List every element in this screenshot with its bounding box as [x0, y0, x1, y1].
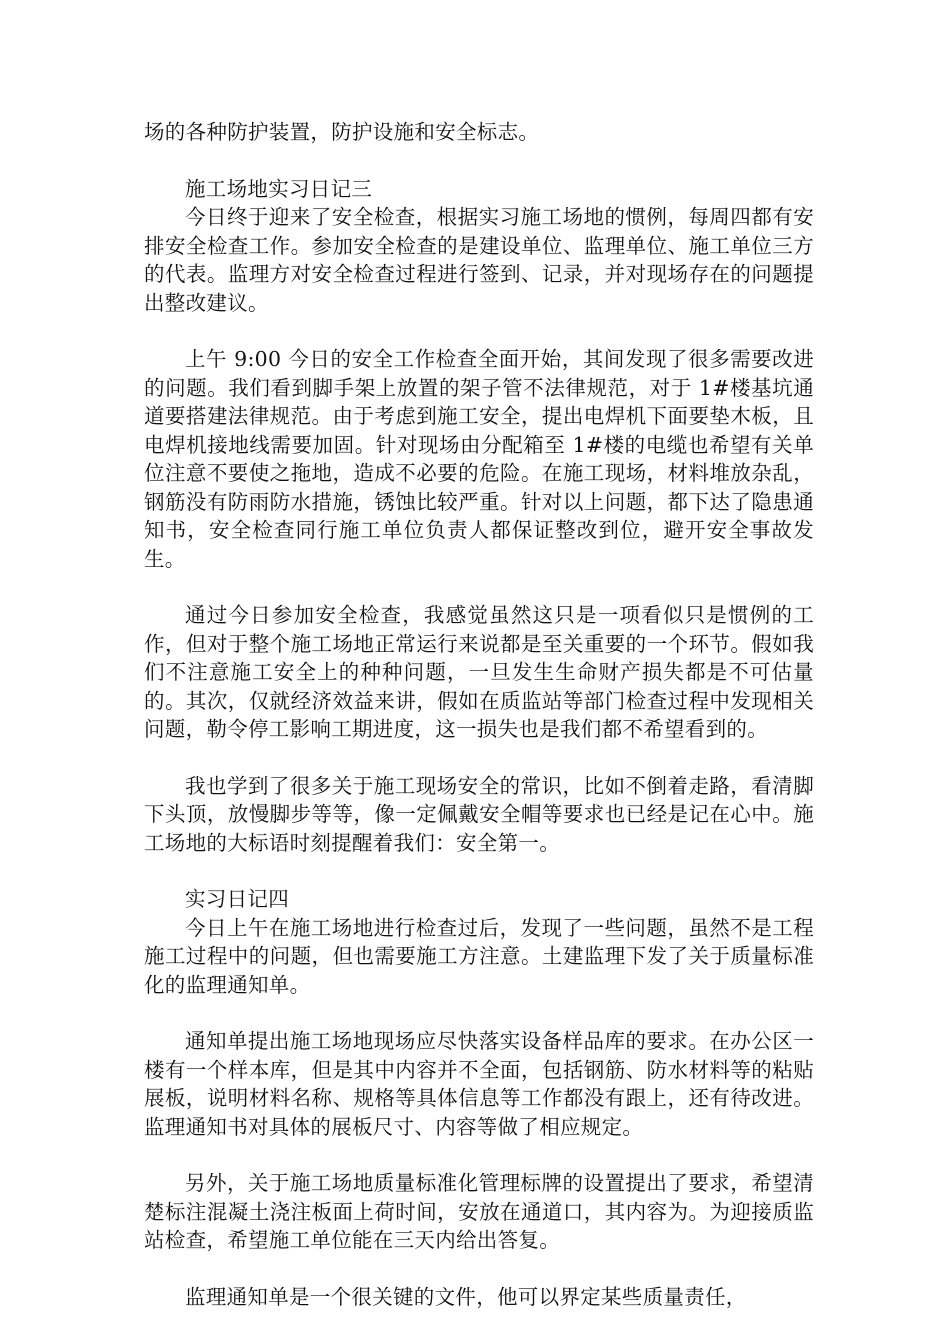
paragraph-gap	[144, 1141, 814, 1169]
paragraph-gap	[144, 857, 814, 885]
paragraph-notice-importance: 监理通知单是一个很关键的文件，他可以界定某些质量责任，	[185, 1284, 747, 1309]
paragraph-gap	[144, 573, 814, 601]
diary-heading-three: 施工场地实习日记三	[185, 176, 373, 201]
paragraph-safety-check-findings: 上午 9:00 今日的安全工作检查全面开始，其间发现了很多需要改进的问题。我们看到脚手架上放置的架子管不法律规范，对于 1#楼基坑通道要搭建法律规范。由于考虑到施工安全，提出电焊机下面要垫木板，且电焊机接地线需要加固。针对现场由分配箱至 1#楼的电缆也希望有关单位注意不要使之拖地，造成不必要的危险。在施工现场，材料堆放杂乱，钢筋没有防雨防水措施，锈蚀比较严重。针对以上问题，都下达了隐患通知书，安全检查同行施工单位负责人都保证整改到位，避开安全事故发生。	[144, 347, 814, 571]
paragraph-quality-signboard: 另外，关于施工场地质量标准化管理标牌的设置提出了要求，希望清楚标注混凝土浇注板面上荷时间，安放在通道口，其内容为。为迎接质监站检查，希望施工单位能在三天内给出答复。	[144, 1171, 814, 1252]
paragraph-continuation: 场的各种防护装置，防护设施和安全标志。	[144, 120, 540, 144]
paragraph-safety-reflection: 通过今日参加安全检查，我感觉虽然这只是一项看似只是惯例的工作，但对于整个施工场地正常运行来说都是至关重要的一个环节。假如我们不注意施工安全上的种种问题，一旦发生生命财产损失都是不可估量的。其次，仅就经济效益来讲，假如在质监站等部门检查过程中发现相关问题，勒令停工影响工期进度，这一损失也是我们都不希望看到的。	[144, 603, 814, 741]
document-page	[144, 118, 814, 1311]
paragraph-gap	[144, 1255, 814, 1283]
paragraph-gap	[144, 317, 814, 345]
paragraph-gap	[144, 999, 814, 1027]
paragraph-quality-notice-intro: 今日上午在施工场地进行检查过后，发现了一些问题，虽然不是工程施工过程中的问题，但也需要施工方注意。土建监理下发了关于质量标准化的监理通知单。	[144, 915, 814, 997]
paragraph-safety-check-intro: 今日终于迎来了安全检查，根据实习施工场地的惯例，每周四都有安排安全检查工作。参加安全检查的是建设单位、监理单位、施工单位三方的代表。监理方对安全检查过程进行签到、记录，并对现场存在的问题提出整改建议。	[144, 205, 814, 315]
paragraph-sample-library: 通知单提出施工场地现场应尽快落实设备样品库的要求。在办公区一楼有一个样本库，但是其中内容并不全面，包括钢筋、防水材料等的粘贴展板，说明材料名称、规格等具体信息等工作都没有跟上，还有待改进。监理通知书对具体的展板尺寸、内容等做了相应规定。	[144, 1029, 814, 1139]
paragraph-gap	[144, 147, 814, 175]
paragraph-gap	[144, 744, 814, 772]
paragraph-safety-knowledge: 我也学到了很多关于施工现场安全的常识，比如不倒着走路，看清脚下头顶，放慢脚步等等，像一定佩戴安全帽等要求也已经是记在心中。施工场地的大标语时刻提醒着我们：安全第一。	[144, 773, 814, 855]
diary-heading-four: 实习日记四	[185, 887, 289, 911]
